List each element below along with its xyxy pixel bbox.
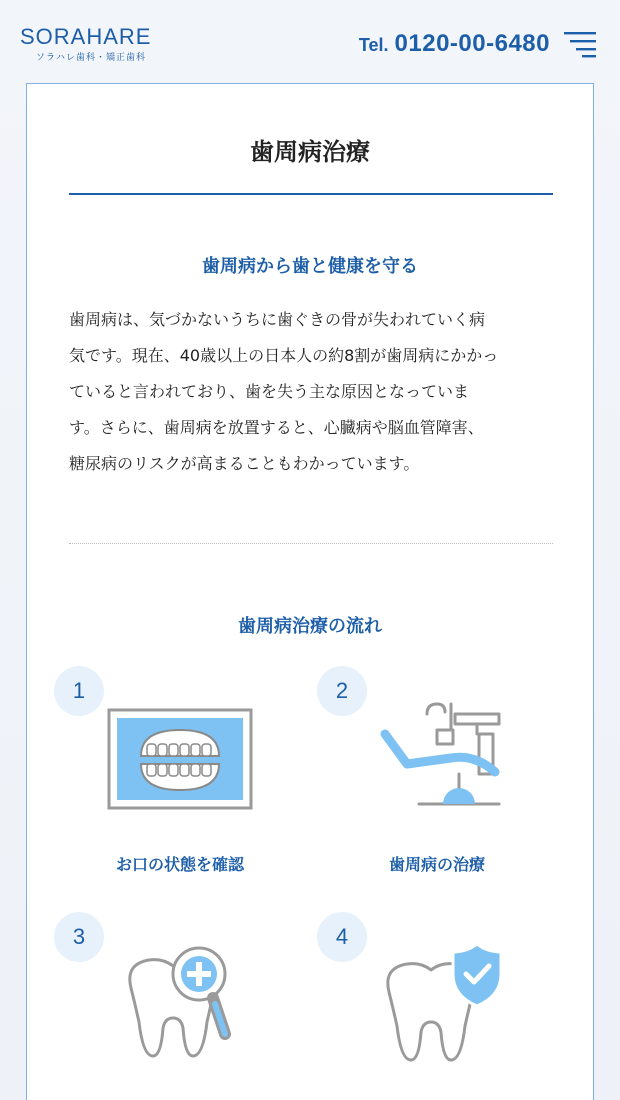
paragraph-line: 糖尿病のリスクが高まることもわかっています。: [69, 454, 420, 473]
paragraph-line: す。さらに、歯周病を放置すると、心臓病や脳血管障害、: [69, 418, 484, 437]
paragraph-line: 歯周病は、気づかないうちに歯ぐきの骨が失われていく病: [69, 310, 486, 329]
dental-chair-icon: [379, 700, 509, 820]
paragraph-line: 気です。現在、40歳以上の日本人の約8割が歯周病にかかっ: [69, 346, 499, 365]
step-number-badge: 1: [54, 666, 104, 716]
step-number-badge: 2: [317, 666, 367, 716]
section-heading-protect: 歯周病から歯と健康を守る: [202, 256, 418, 277]
tooth-magnifier-icon: [121, 944, 241, 1064]
step-label: 歯周病の治療: [388, 855, 485, 874]
section-divider: [69, 543, 553, 544]
tel-prefix: Tel.: [358, 35, 389, 55]
step-number-badge: 3: [54, 912, 104, 962]
intro-paragraph: [69, 302, 559, 482]
logo-text: SORAHARE: [20, 24, 152, 49]
logo-subtitle: ソラハレ歯科・矯正歯科: [36, 53, 147, 63]
tooth-shield-icon: [379, 940, 505, 1066]
step-number-badge: 4: [317, 912, 367, 962]
hamburger-menu-icon: [562, 30, 598, 58]
page-title: 歯周病治療: [250, 138, 370, 166]
logo[interactable]: [20, 26, 151, 63]
dentures-xray-icon: [107, 708, 253, 810]
content-card: [26, 83, 594, 1100]
title-divider: [69, 193, 553, 195]
tel-number: 0120-00-6480: [394, 30, 550, 57]
site-header: [0, 0, 620, 84]
paragraph-line: ていると言われており、歯を失う主な原因となっていま: [69, 382, 470, 401]
menu-button[interactable]: [562, 30, 598, 58]
phone-link[interactable]: [359, 30, 550, 58]
section-heading-flow: 歯周病治療の流れ: [238, 616, 382, 637]
step-label: お口の状態を確認: [115, 855, 244, 874]
